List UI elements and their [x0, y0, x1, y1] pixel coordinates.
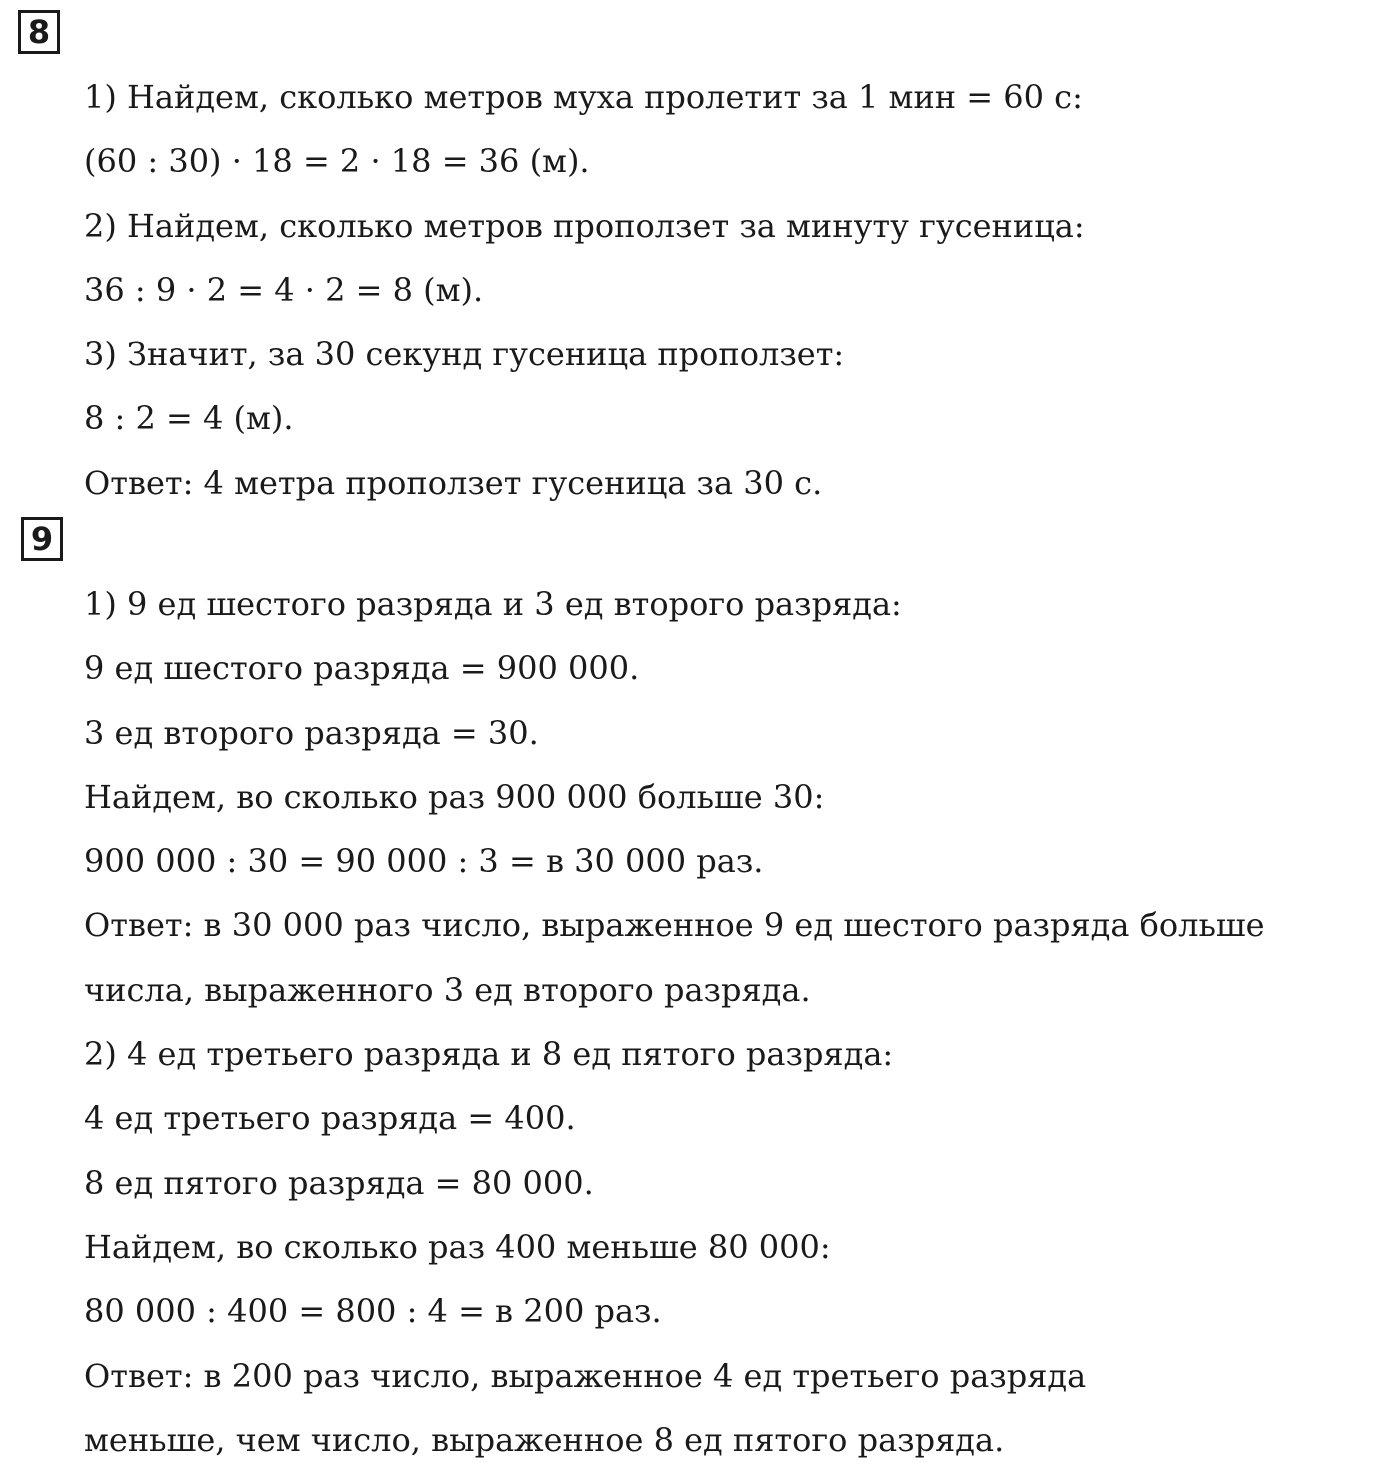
solution-line: Найдем, во сколько раз 900 000 больше 30:	[84, 777, 825, 816]
solution-line: Найдем, во сколько раз 400 меньше 80 000:	[84, 1227, 831, 1266]
solution-line: 9 ед шестого разряда = 900 000.	[84, 649, 640, 688]
solution-line: 3 ед второго разряда = 30.	[84, 713, 539, 752]
solution-line: 1) 9 ед шестого разряда и 3 ед второго разряда:	[84, 585, 902, 623]
answer-line: числа, выраженного 3 ед второго разряда.	[84, 970, 811, 1009]
solution-line: 2) Найдем, сколько метров проползет за минуту гусеница:	[84, 206, 1085, 245]
solution-line: 900 000 : 30 = 90 000 : 3 = в 30 000 раз.	[84, 842, 764, 881]
solution-line: 4 ед третьего разряда = 400.	[84, 1099, 576, 1138]
solution-line: 8 ед пятого разряда = 80 000.	[84, 1163, 594, 1202]
solution-line: 80 000 : 400 = 800 : 4 = в 200 раз.	[84, 1292, 662, 1331]
solution-line: 2) 4 ед третьего разряда и 8 ед пятого разряда:	[84, 1035, 894, 1074]
solution-line: 8 : 2 = 4 (м).	[84, 399, 294, 438]
task-number-8: 8	[18, 10, 60, 54]
answer-line: меньше, чем число, выраженное 8 ед пятого разряда.	[84, 1420, 1005, 1459]
answer-line: Ответ: в 200 раз число, выраженное 4 ед третьего разряда	[84, 1356, 1087, 1395]
answer-line: Ответ: в 30 000 раз число, выраженное 9 ед шестого разряда больше	[84, 906, 1265, 945]
solution-line: 3) Значит, за 30 секунд гусеница проползет:	[84, 335, 845, 374]
solution-line: (60 : 30) · 18 = 2 · 18 = 36 (м).	[84, 142, 590, 181]
task-number-9: 9	[21, 517, 63, 561]
solution-line: 1) Найдем, сколько метров муха пролетит за 1 мин = 60 с:	[84, 78, 1083, 116]
task-8-solution	[84, 65, 1085, 515]
task-9-solution	[84, 572, 1265, 1472]
answer-line: Ответ: 4 метра проползет гусеница за 30 с.	[84, 463, 823, 502]
solution-line: 36 : 9 · 2 = 4 · 2 = 8 (м).	[84, 270, 484, 309]
